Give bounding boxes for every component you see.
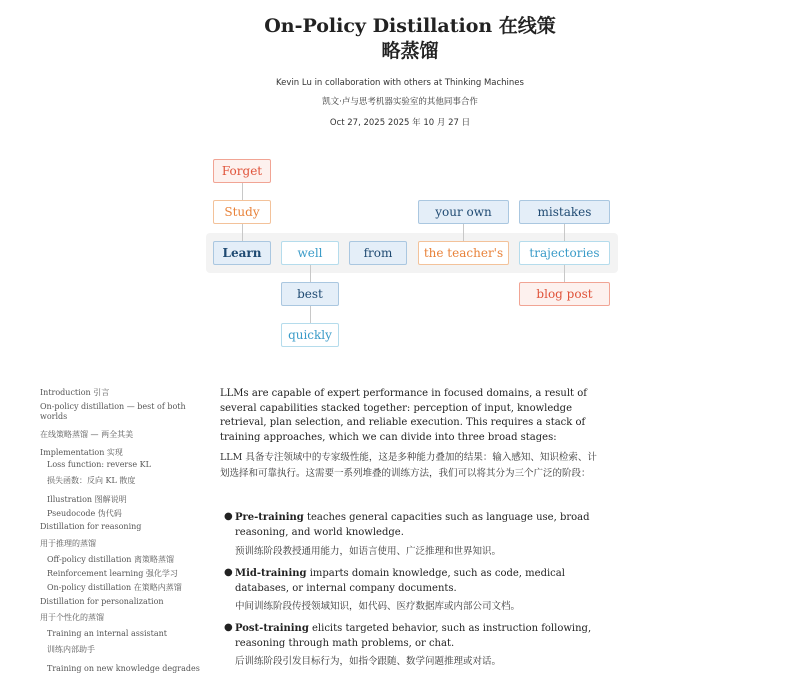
intro-paragraph-zh: LLM 具备专注领域中的专家级性能，这是多种能力叠加的结果：输入感知、知识检索、计划选择和可靠执行。这需要一系列堆叠的训练方法，我们可以将其分为三个广泛的阶段： (220, 452, 597, 479)
toc-link[interactable]: 用于个性化的蒸馏 (40, 613, 104, 622)
toc-link[interactable]: Illustration 图解说明 (47, 495, 127, 504)
toc-link[interactable]: Distillation for personalization (40, 597, 164, 606)
connector (242, 183, 243, 200)
toc-link[interactable]: Pseudocode 伪代码 (47, 509, 122, 518)
stage-term: Post-training (235, 623, 309, 634)
word-your-own: your own (418, 200, 509, 224)
connector (564, 224, 565, 241)
bullet-marker: ● (224, 511, 233, 522)
toc-link[interactable]: Implementation 实现 (40, 448, 123, 457)
publish-date: Oct 27, 2025 2025 年 10 月 27 日 (329, 118, 471, 128)
page-title: On-Policy Distillation 在线策略蒸馏 (264, 15, 556, 62)
stage-item-midtraining-zh: 中间训练阶段传授领域知识，如代码、医疗数据库或内部公司文档。 (235, 601, 521, 612)
word-quickly: quickly (281, 323, 339, 347)
stage-term: Mid-training (235, 568, 307, 579)
toc-link[interactable]: On-policy distillation — best of both worlds (40, 402, 186, 421)
stage-term: Pre-training (235, 512, 304, 523)
stage-description: elicits targeted behavior, such as instruction following, reasoning through math problems, or chat. (235, 623, 592, 649)
word-best: best (281, 282, 339, 306)
stage-description: teaches general capacities such as language use, broad reasoning, and world knowledge. (235, 512, 590, 538)
connector (242, 224, 243, 241)
word-from: from (349, 241, 407, 265)
word-the-teachers: the teacher's (418, 241, 509, 265)
authors-en: Kevin Lu in collaboration with others at Thinking Machines (276, 78, 524, 88)
connector (564, 265, 565, 282)
bullet-marker: ● (224, 622, 233, 633)
toc-link[interactable]: Training on new knowledge degrades (47, 664, 200, 673)
word-blog-post: blog post (519, 282, 610, 306)
stage-item-posttraining-zh: 后训练阶段引发目标行为，如指令跟随、数学问题推理或对话。 (235, 656, 502, 667)
stage-item-pretraining-zh: 预训练阶段教授通用能力，如语言使用、广泛推理和世界知识。 (235, 546, 502, 557)
toc-link[interactable]: Training an internal assistant (47, 629, 167, 638)
word-study: Study (213, 200, 271, 224)
word-well: well (281, 241, 339, 265)
bullet-marker: ● (224, 567, 233, 578)
word-trajectories: trajectories (519, 241, 610, 265)
toc-link[interactable]: Distillation for reasoning (40, 522, 142, 531)
connector (463, 224, 464, 241)
stage-item-pretraining (235, 511, 605, 540)
stage-item-midtraining (235, 567, 605, 596)
toc-link[interactable]: Reinforcement learning 强化学习 (47, 569, 178, 578)
toc-link[interactable]: On-policy distillation 在策略内蒸馏 (47, 583, 182, 592)
toc-link[interactable]: 损失函数：反向 KL 散度 (47, 476, 136, 485)
word-learn: Learn (213, 241, 271, 265)
toc-link[interactable]: 在线策略蒸馏 — 两全其美 (40, 430, 134, 439)
toc-link[interactable]: 训练内部助手 (47, 645, 95, 654)
stage-item-posttraining (235, 622, 605, 651)
word-forget: Forget (213, 159, 271, 183)
connector (310, 265, 311, 282)
stage-description: imparts domain knowledge, such as code, medical databases, or internal company documents. (235, 568, 565, 594)
toc-link[interactable]: Loss function: reverse KL (47, 460, 151, 469)
toc-link[interactable]: Off-policy distillation 离策略蒸馏 (47, 555, 174, 564)
toc-link[interactable]: Introduction 引言 (40, 388, 110, 397)
intro-paragraph-en: LLMs are capable of expert performance in focused domains, a result of several capabilities stacked together: perception of input, knowledge retrieval, plan selection, and reliable execution. This requires a stack of training approaches, which we can divide into three broad stages: (220, 388, 587, 444)
word-mistakes: mistakes (519, 200, 610, 224)
authors-zh: 凯文·卢与思考机器实验室的其他同事合作 (322, 97, 478, 107)
toc-link[interactable]: 用于推理的蒸馏 (40, 539, 96, 548)
connector (310, 306, 311, 323)
